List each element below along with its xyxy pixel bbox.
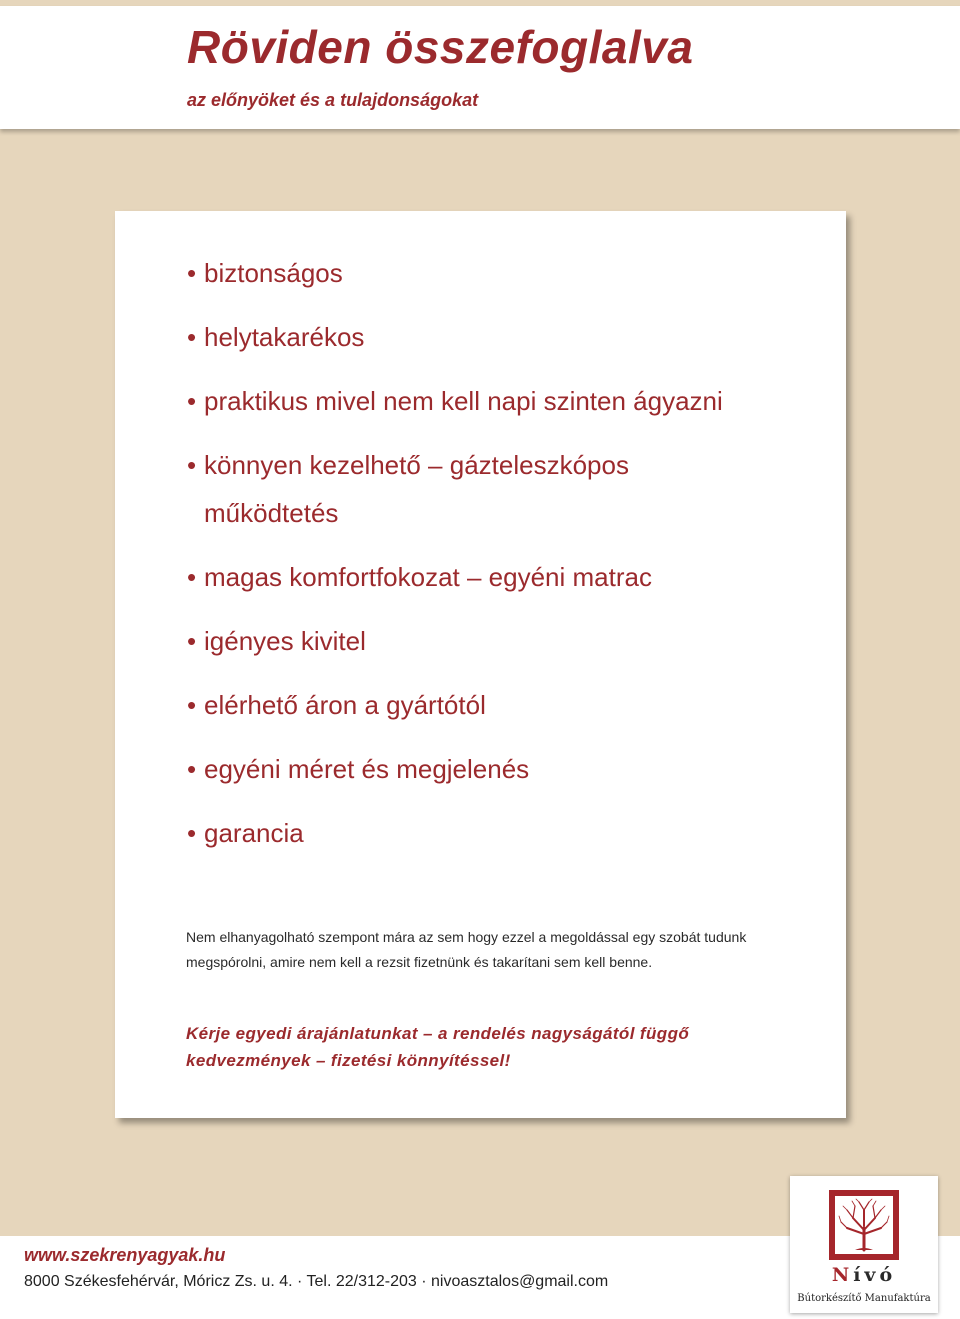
header-banner [0,6,960,129]
feature-item [187,313,764,361]
logo-name: Nívó [831,1264,897,1286]
content-card [115,211,846,1118]
feature-text: biztonságos [204,258,343,288]
feature-item [187,249,764,297]
feature-text: praktikus mivel nem kell napi szinten ágyazni [204,386,723,416]
feature-text: könnyen kezelhető – gázteleszkópos működtetés [204,450,629,528]
feature-item [187,553,764,601]
feature-item [187,681,764,729]
feature-text: magas komfortfokozat – egyéni matrac [204,562,652,592]
feature-text: helytakarékos [204,322,365,352]
feature-list [187,249,764,873]
feature-item [187,809,764,857]
contact-info: 8000 Székesfehérvár, Móricz Zs. u. 4. · Tel. 22/312-203 · nivoasztalos@gmail.com [24,1273,609,1290]
feature-item [187,745,764,793]
feature-item [187,441,764,537]
company-logo [790,1176,938,1313]
bullet-icon: • [187,690,197,720]
bullet-icon: • [187,450,197,480]
note-paragraph: Nem elhanyagolható szempont mára az sem hogy ezzel a megoldással egy szobát tudunk megspórolni, amire nem kell a rezsit fizetnünk és takarítani sem kell benne. [186,929,747,970]
page-title: Röviden összefoglalva [187,21,694,73]
bullet-icon: • [187,386,197,416]
bullet-icon: • [187,754,197,784]
call-to-action: Kérje egyedi árajánlatunkat – a rendelés nagyságától függő kedvezmények – fizetési könnyítéssel! [186,1024,690,1070]
page-subtitle: az előnyöket és a tulajdonságokat [187,90,479,110]
logo-frame [829,1190,899,1260]
feature-text: igényes kivitel [204,626,366,656]
tree-icon [835,1196,893,1254]
feature-text: garancia [204,818,304,848]
bullet-icon: • [187,258,197,288]
bullet-icon: • [187,562,197,592]
feature-text: elérhető áron a gyártótól [204,690,486,720]
feature-item [187,617,764,665]
logo-tagline: Bútorkészítő Manufaktúra [797,1293,931,1304]
bullet-icon: • [187,322,197,352]
bullet-icon: • [187,818,197,848]
bullet-icon: • [187,626,197,656]
feature-text: egyéni méret és megjelenés [204,754,530,784]
feature-item [187,377,764,425]
website-link[interactable]: www.szekrenyagyak.hu [24,1245,226,1265]
